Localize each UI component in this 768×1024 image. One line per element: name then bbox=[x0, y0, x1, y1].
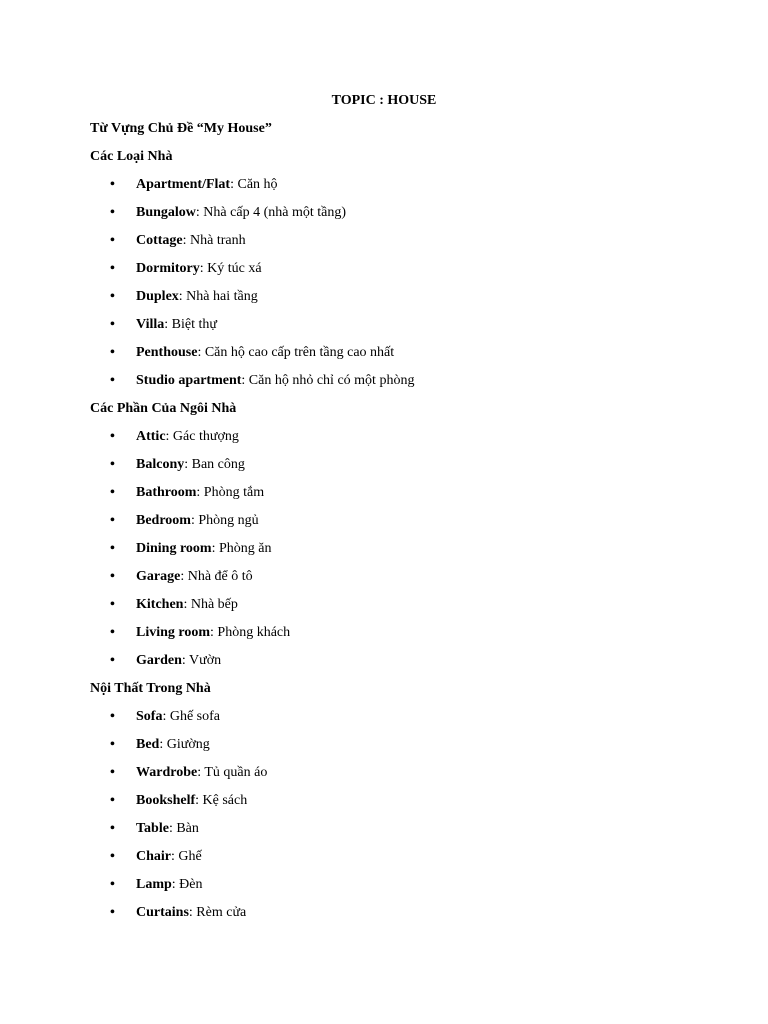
vocab-meaning: : Nhà để ô tô bbox=[180, 569, 253, 584]
section-heading-house-types: Các Loại Nhà bbox=[90, 149, 173, 164]
bullet-icon: • bbox=[110, 709, 115, 724]
vocab-term: Duplex bbox=[136, 289, 179, 304]
list-item bbox=[90, 344, 730, 372]
vocab-meaning: : Nhà bếp bbox=[183, 597, 238, 612]
bullet-icon: • bbox=[110, 737, 115, 752]
bullet-icon: • bbox=[110, 793, 115, 808]
vocab-term: Cottage bbox=[136, 233, 183, 248]
list-item bbox=[90, 288, 730, 316]
vocab-term: Penthouse bbox=[136, 345, 198, 360]
vocab-meaning: : Ghế bbox=[171, 849, 202, 864]
vocab-term: Balcony bbox=[136, 457, 185, 472]
bullet-icon: • bbox=[110, 345, 115, 360]
list-item bbox=[90, 316, 730, 344]
vocab-meaning: : Giường bbox=[159, 737, 210, 752]
list-item bbox=[90, 540, 730, 568]
list-item bbox=[90, 456, 730, 484]
list-item bbox=[90, 372, 730, 400]
vocab-term: Attic bbox=[136, 429, 166, 444]
list-item bbox=[90, 652, 730, 680]
list-item bbox=[90, 596, 730, 624]
vocab-term: Lamp bbox=[136, 877, 172, 892]
vocab-term: Bungalow bbox=[136, 205, 196, 220]
bullet-icon: • bbox=[110, 905, 115, 920]
vocab-meaning: : Nhà hai tầng bbox=[178, 289, 258, 304]
list-item bbox=[90, 232, 730, 260]
document-content bbox=[90, 120, 730, 932]
vocab-term: Table bbox=[136, 821, 169, 836]
bullet-icon: • bbox=[110, 541, 115, 556]
bullet-icon: • bbox=[110, 485, 115, 500]
vocab-meaning: : Phòng khách bbox=[210, 625, 291, 640]
list-item bbox=[90, 792, 730, 820]
vocab-term: Garage bbox=[136, 569, 181, 584]
vocab-meaning: : Rèm cửa bbox=[188, 905, 247, 920]
vocab-meaning: : Ghế sofa bbox=[162, 709, 220, 724]
list-item bbox=[90, 820, 730, 848]
vocab-term: Bathroom bbox=[136, 485, 197, 500]
bullet-icon: • bbox=[110, 821, 115, 836]
vocab-term: Chair bbox=[136, 849, 171, 864]
vocab-term: Bed bbox=[136, 737, 160, 752]
bullet-icon: • bbox=[110, 205, 115, 220]
list-item bbox=[90, 484, 730, 512]
list-item bbox=[90, 176, 730, 204]
vocab-meaning: : Ký túc xá bbox=[199, 261, 262, 276]
list-item bbox=[90, 260, 730, 288]
bullet-icon: • bbox=[110, 597, 115, 612]
list-item bbox=[90, 764, 730, 792]
vocab-meaning: : Gác thượng bbox=[165, 429, 239, 444]
vocab-meaning: : Biệt thự bbox=[164, 317, 217, 332]
bullet-icon: • bbox=[110, 177, 115, 192]
vocab-term: Apartment/Flat bbox=[136, 177, 231, 192]
bullet-icon: • bbox=[110, 457, 115, 472]
vocab-term: Sofa bbox=[136, 709, 163, 724]
list-item bbox=[90, 876, 730, 904]
vocab-meaning: : Vườn bbox=[181, 653, 222, 668]
bullet-icon: • bbox=[110, 765, 115, 780]
vocab-term: Dormitory bbox=[136, 261, 200, 276]
vocab-meaning: : Căn hộ nhỏ chỉ có một phòng bbox=[241, 373, 415, 388]
vocab-term: Living room bbox=[136, 625, 211, 640]
list-item bbox=[90, 428, 730, 456]
vocab-term: Curtains bbox=[136, 905, 189, 920]
list-item bbox=[90, 848, 730, 876]
bullet-icon: • bbox=[110, 877, 115, 892]
vocab-meaning: : Phòng ăn bbox=[211, 541, 272, 556]
list-item bbox=[90, 736, 730, 764]
vocab-term: Bedroom bbox=[136, 513, 191, 528]
vocab-term: Wardrobe bbox=[136, 765, 198, 780]
list-item bbox=[90, 512, 730, 540]
bullet-icon: • bbox=[110, 289, 115, 304]
list-item bbox=[90, 904, 730, 932]
vocab-meaning: : Căn hộ cao cấp trên tầng cao nhất bbox=[197, 345, 395, 360]
section-heading-house-parts: Các Phần Của Ngôi Nhà bbox=[90, 401, 237, 416]
section-heading-furniture: Nội Thất Trong Nhà bbox=[90, 681, 211, 696]
bullet-icon: • bbox=[110, 233, 115, 248]
bullet-icon: • bbox=[110, 625, 115, 640]
bullet-icon: • bbox=[110, 849, 115, 864]
list-item bbox=[90, 624, 730, 652]
list-item bbox=[90, 568, 730, 596]
vocab-meaning: : Bàn bbox=[168, 821, 199, 836]
bullet-icon: • bbox=[110, 261, 115, 276]
bullet-icon: • bbox=[110, 653, 115, 668]
bullet-icon: • bbox=[110, 317, 115, 332]
document-title: TOPIC : HOUSE bbox=[331, 93, 437, 108]
list-item bbox=[90, 708, 730, 736]
bullet-icon: • bbox=[110, 429, 115, 444]
vocab-meaning: : Ban công bbox=[184, 457, 245, 472]
vocab-term: Garden bbox=[136, 653, 182, 668]
vocab-term: Dining room bbox=[136, 541, 212, 556]
document-subtitle: Từ Vựng Chủ Đề “My House” bbox=[90, 121, 272, 136]
vocab-meaning: : Đèn bbox=[171, 877, 203, 892]
bullet-icon: • bbox=[110, 373, 115, 388]
vocab-term: Studio apartment bbox=[136, 373, 242, 388]
vocab-meaning: : Nhà cấp 4 (nhà một tầng) bbox=[195, 205, 346, 220]
vocab-meaning: : Phòng tắm bbox=[196, 485, 265, 500]
vocab-term: Bookshelf bbox=[136, 793, 196, 808]
vocab-meaning: : Tủ quần áo bbox=[197, 765, 268, 780]
vocab-term: Villa bbox=[136, 317, 165, 332]
bullet-icon: • bbox=[110, 569, 115, 584]
vocab-meaning: : Nhà tranh bbox=[182, 233, 246, 248]
vocab-meaning: : Căn hộ bbox=[230, 177, 278, 192]
bullet-icon: • bbox=[110, 513, 115, 528]
vocab-term: Kitchen bbox=[136, 597, 184, 612]
list-item bbox=[90, 204, 730, 232]
vocab-meaning: : Kệ sách bbox=[195, 793, 248, 808]
vocab-meaning: : Phòng ngủ bbox=[190, 513, 259, 528]
